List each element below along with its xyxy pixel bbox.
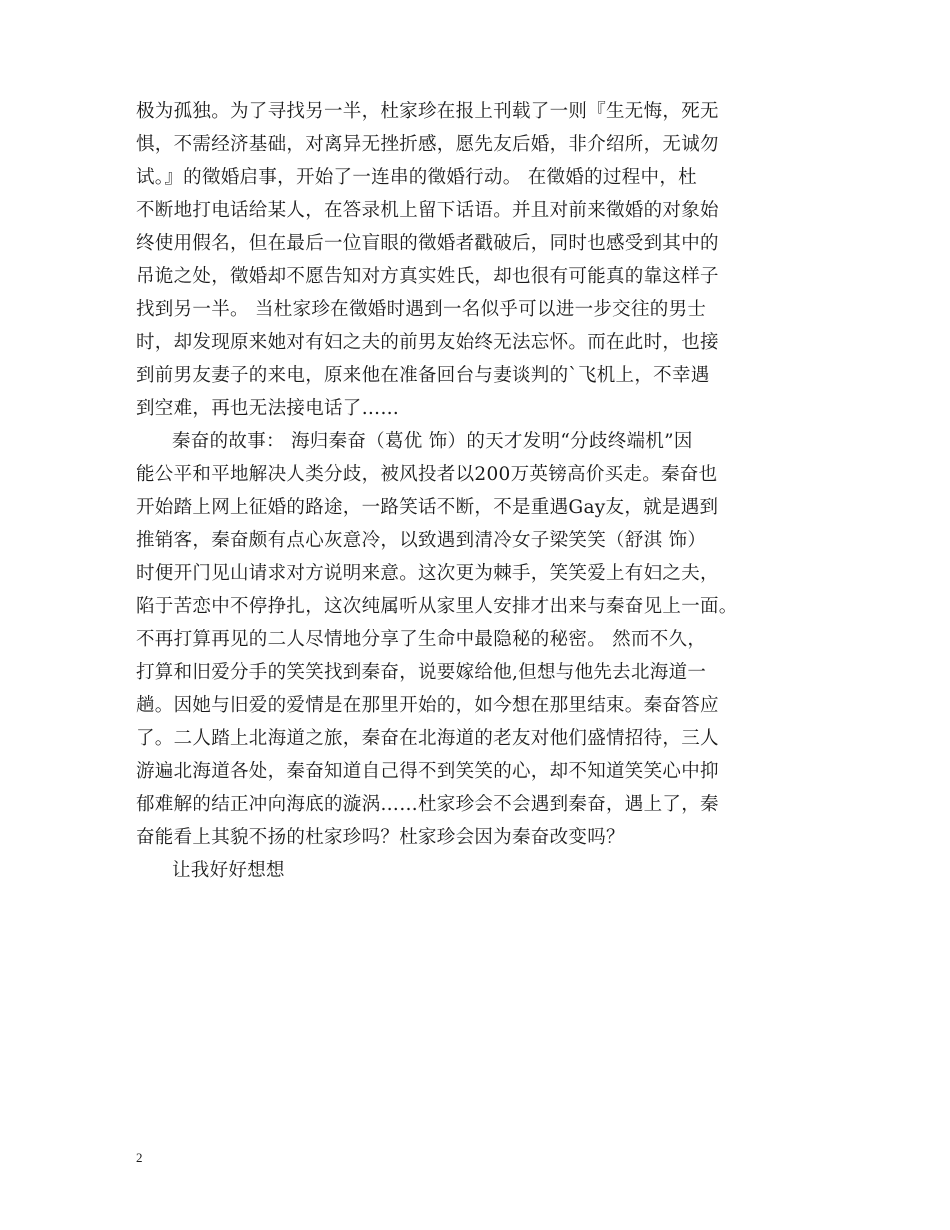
text-line: 不断地打电话给某人，在答录机上留下话语。并且对前来徵婚的对象始 (136, 200, 719, 221)
text-line: 游遍北海道各处，秦奋知道自己得不到笑笑的心，却不知道笑笑心中抑 (136, 761, 719, 782)
document-body (136, 95, 826, 887)
text-line: 终使用假名，但在最后一位盲眼的徵婚者戳破后，同时也感受到其中的 (136, 233, 719, 254)
text-line: 找到另一半。 当杜家珍在徵婚时遇到一名似乎可以进一步交往的男士 (136, 299, 707, 320)
text-line: 陷于苦恋中不停挣扎，这次纯属听从家里人安排才出来与秦奋见上一面。 (136, 596, 738, 617)
text-line: 到空难，再也无法接电话了…… (136, 398, 400, 419)
text-line: 了。二人踏上北海道之旅，秦奋在北海道的老友对他们盛情招待，三人 (136, 728, 719, 749)
text-line: 时便开门见山请求对方说明来意。这次更为棘手，笑笑爱上有妇之夫， (136, 563, 719, 584)
text-line: 时，却发现原来她对有妇之夫的前男友始终无法忘怀。而在此时，也接 (136, 332, 719, 353)
text-line: 极为孤独。为了寻找另一半，杜家珍在报上刊载了一则『生无悔，死无 (136, 101, 719, 122)
paragraph-start-line: 秦奋的故事： 海归秦奋（葛优 饰）的天才发明“分歧终端机”因 (172, 431, 693, 452)
text-line: 郁难解的结正冲向海底的漩涡……杜家珍会不会遇到秦奋，遇上了，秦 (136, 794, 719, 815)
text-line: 奋能看上其貌不扬的杜家珍吗？杜家珍会因为秦奋改变吗？ (136, 827, 625, 848)
text-line: 吊诡之处，徵婚却不愿告知对方真实姓氏，却也很有可能真的靠这样子 (136, 266, 719, 287)
text-line: 惧，不需经济基础，对离异无挫折感，愿先友后婚，非介绍所，无诚勿 (136, 134, 719, 155)
text-line: 打算和旧爱分手的笑笑找到秦奋，说要嫁给他,但想与他先去北海道一 (136, 662, 707, 683)
text-line: 能公平和平地解决人类分歧，被风投者以200万英镑高价买走。秦奋也 (136, 464, 718, 485)
text-line: 不再打算再见的二人尽情地分享了生命中最隐秘的秘密。 然而不久， (136, 629, 707, 650)
text-line: 到前男友妻子的来电，原来他在准备回台与妻谈判的`飞机上，不幸遇 (136, 365, 710, 386)
text-line: 推销客，秦奋颇有点心灰意冷，以致遇到清冷女子梁笑笑（舒淇 饰） (136, 530, 707, 551)
text-line: 开始踏上网上征婚的路途，一路笑话不断，不是重遇Gay友，就是遇到 (136, 497, 719, 518)
text-line: 试。』的徵婚启事，开始了一连串的徵婚行动。 在徵婚的过程中，杜 (136, 167, 697, 188)
page-number: 2 (136, 1150, 143, 1165)
paragraph-start-line: 让我好好想想 (172, 860, 285, 881)
text-line: 趟。因她与旧爱的爱情是在那里开始的，如今想在那里结束。秦奋答应 (136, 695, 719, 716)
